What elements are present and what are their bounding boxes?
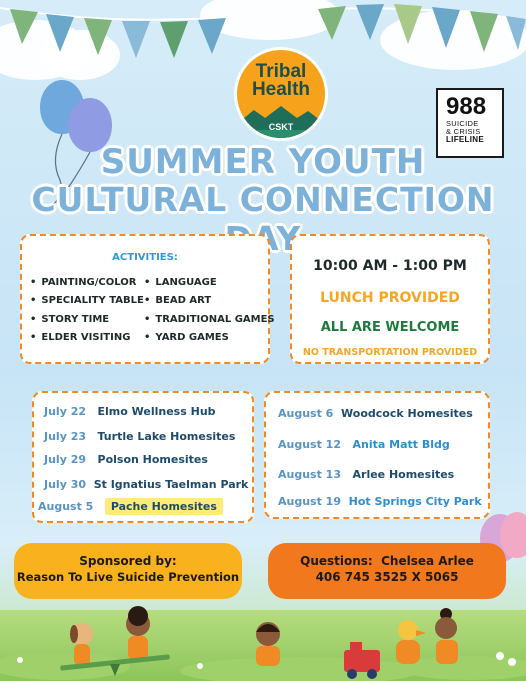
balloon-pink-icon-2: [500, 512, 526, 558]
schedule-date: July 23: [44, 430, 87, 443]
schedule-row: [44, 430, 235, 443]
schedule-date: August 13: [278, 468, 341, 481]
schedule-row: [44, 453, 208, 466]
activity-item: • SPECIALITY TABLE: [30, 292, 144, 310]
activities-heading: ACTIVITIES:: [112, 252, 178, 263]
kids-playing-illustration: [0, 596, 526, 681]
activities-left-list: [30, 274, 144, 348]
questions-banner: [268, 543, 506, 599]
schedule-place: Anita Matt Bldg: [352, 438, 450, 451]
schedule-place: St Ignatius Taelman Park: [93, 478, 249, 491]
logo-line2: Health: [251, 79, 311, 100]
schedule-date: July 22: [44, 405, 87, 418]
activity-item: • YARD GAMES: [144, 329, 275, 347]
schedule-date: July 29: [44, 453, 87, 466]
schedule-place: Turtle Lake Homesites: [97, 430, 236, 443]
event-time: 10:00 AM - 1:00 PM: [313, 258, 467, 274]
tribal-health-logo: [234, 47, 328, 141]
questions-line: [268, 554, 506, 569]
schedule-row: [44, 405, 216, 418]
lifeline-number: 988: [446, 93, 487, 120]
schedule-row: [38, 500, 223, 513]
activity-item: • LANGUAGE: [144, 274, 275, 292]
lunch-provided: LUNCH PROVIDED: [320, 290, 460, 306]
schedule-date: August 5: [38, 500, 94, 513]
sponsor-banner: [14, 543, 242, 599]
questions-phone: 406 745 3525 X 5065: [315, 570, 459, 584]
sponsor-label: Sponsored by:: [79, 554, 177, 568]
activity-item: • TRADITIONAL GAMES: [144, 311, 275, 329]
schedule-place: Arlee Homesites: [352, 468, 455, 481]
schedule-left-card: [32, 391, 254, 523]
activity-item: • ELDER VISITING: [30, 329, 144, 347]
mountain-icon: [237, 104, 325, 138]
activity-item: • BEAD ART: [144, 292, 275, 310]
logo-line1: Tribal: [255, 61, 307, 82]
activity-item: • PAINTING/COLOR: [30, 274, 144, 292]
schedule-date: August 19: [278, 495, 341, 508]
schedule-place: Hot Springs City Park: [348, 495, 482, 508]
schedule-place: Elmo Wellness Hub: [97, 405, 216, 418]
schedule-place-highlight: Pache Homesites: [105, 498, 223, 515]
lifeline-line3: LIFELINE: [446, 135, 484, 144]
lifeline-line1: SUICIDE: [446, 119, 479, 128]
schedule-row: [278, 468, 454, 481]
schedule-place: Polson Homesites: [97, 453, 208, 466]
title-line2: CULTURAL CONNECTION: [31, 180, 495, 219]
activities-right-list: [144, 274, 275, 348]
schedule-right-card: [264, 391, 490, 519]
title-line1: SUMMER YOUTH: [100, 142, 426, 182]
schedule-row: [44, 478, 248, 491]
lifeline-line2: & CRISIS: [446, 127, 481, 136]
schedule-row: [278, 438, 450, 451]
no-transportation: NO TRANSPORTATION PROVIDED: [302, 347, 478, 358]
logo-org: CSKT: [268, 122, 294, 132]
questions-label: Questions:: [300, 554, 373, 568]
questions-contact: Chelsea Arlee: [381, 554, 474, 568]
all-welcome: ALL ARE WELCOME: [320, 320, 460, 335]
schedule-place: Woodcock Homesites: [341, 407, 473, 420]
activities-card: [20, 234, 275, 364]
schedule-date: August 6: [278, 407, 334, 420]
activity-item: • STORY TIME: [30, 311, 144, 329]
sponsor-name: Reason To Live Suicide Prevention: [16, 570, 240, 584]
schedule-date: July 30: [44, 478, 87, 491]
schedule-date: August 12: [278, 438, 341, 451]
schedule-row: [278, 495, 482, 508]
schedule-row: [278, 407, 473, 420]
event-info-card: [290, 234, 490, 364]
